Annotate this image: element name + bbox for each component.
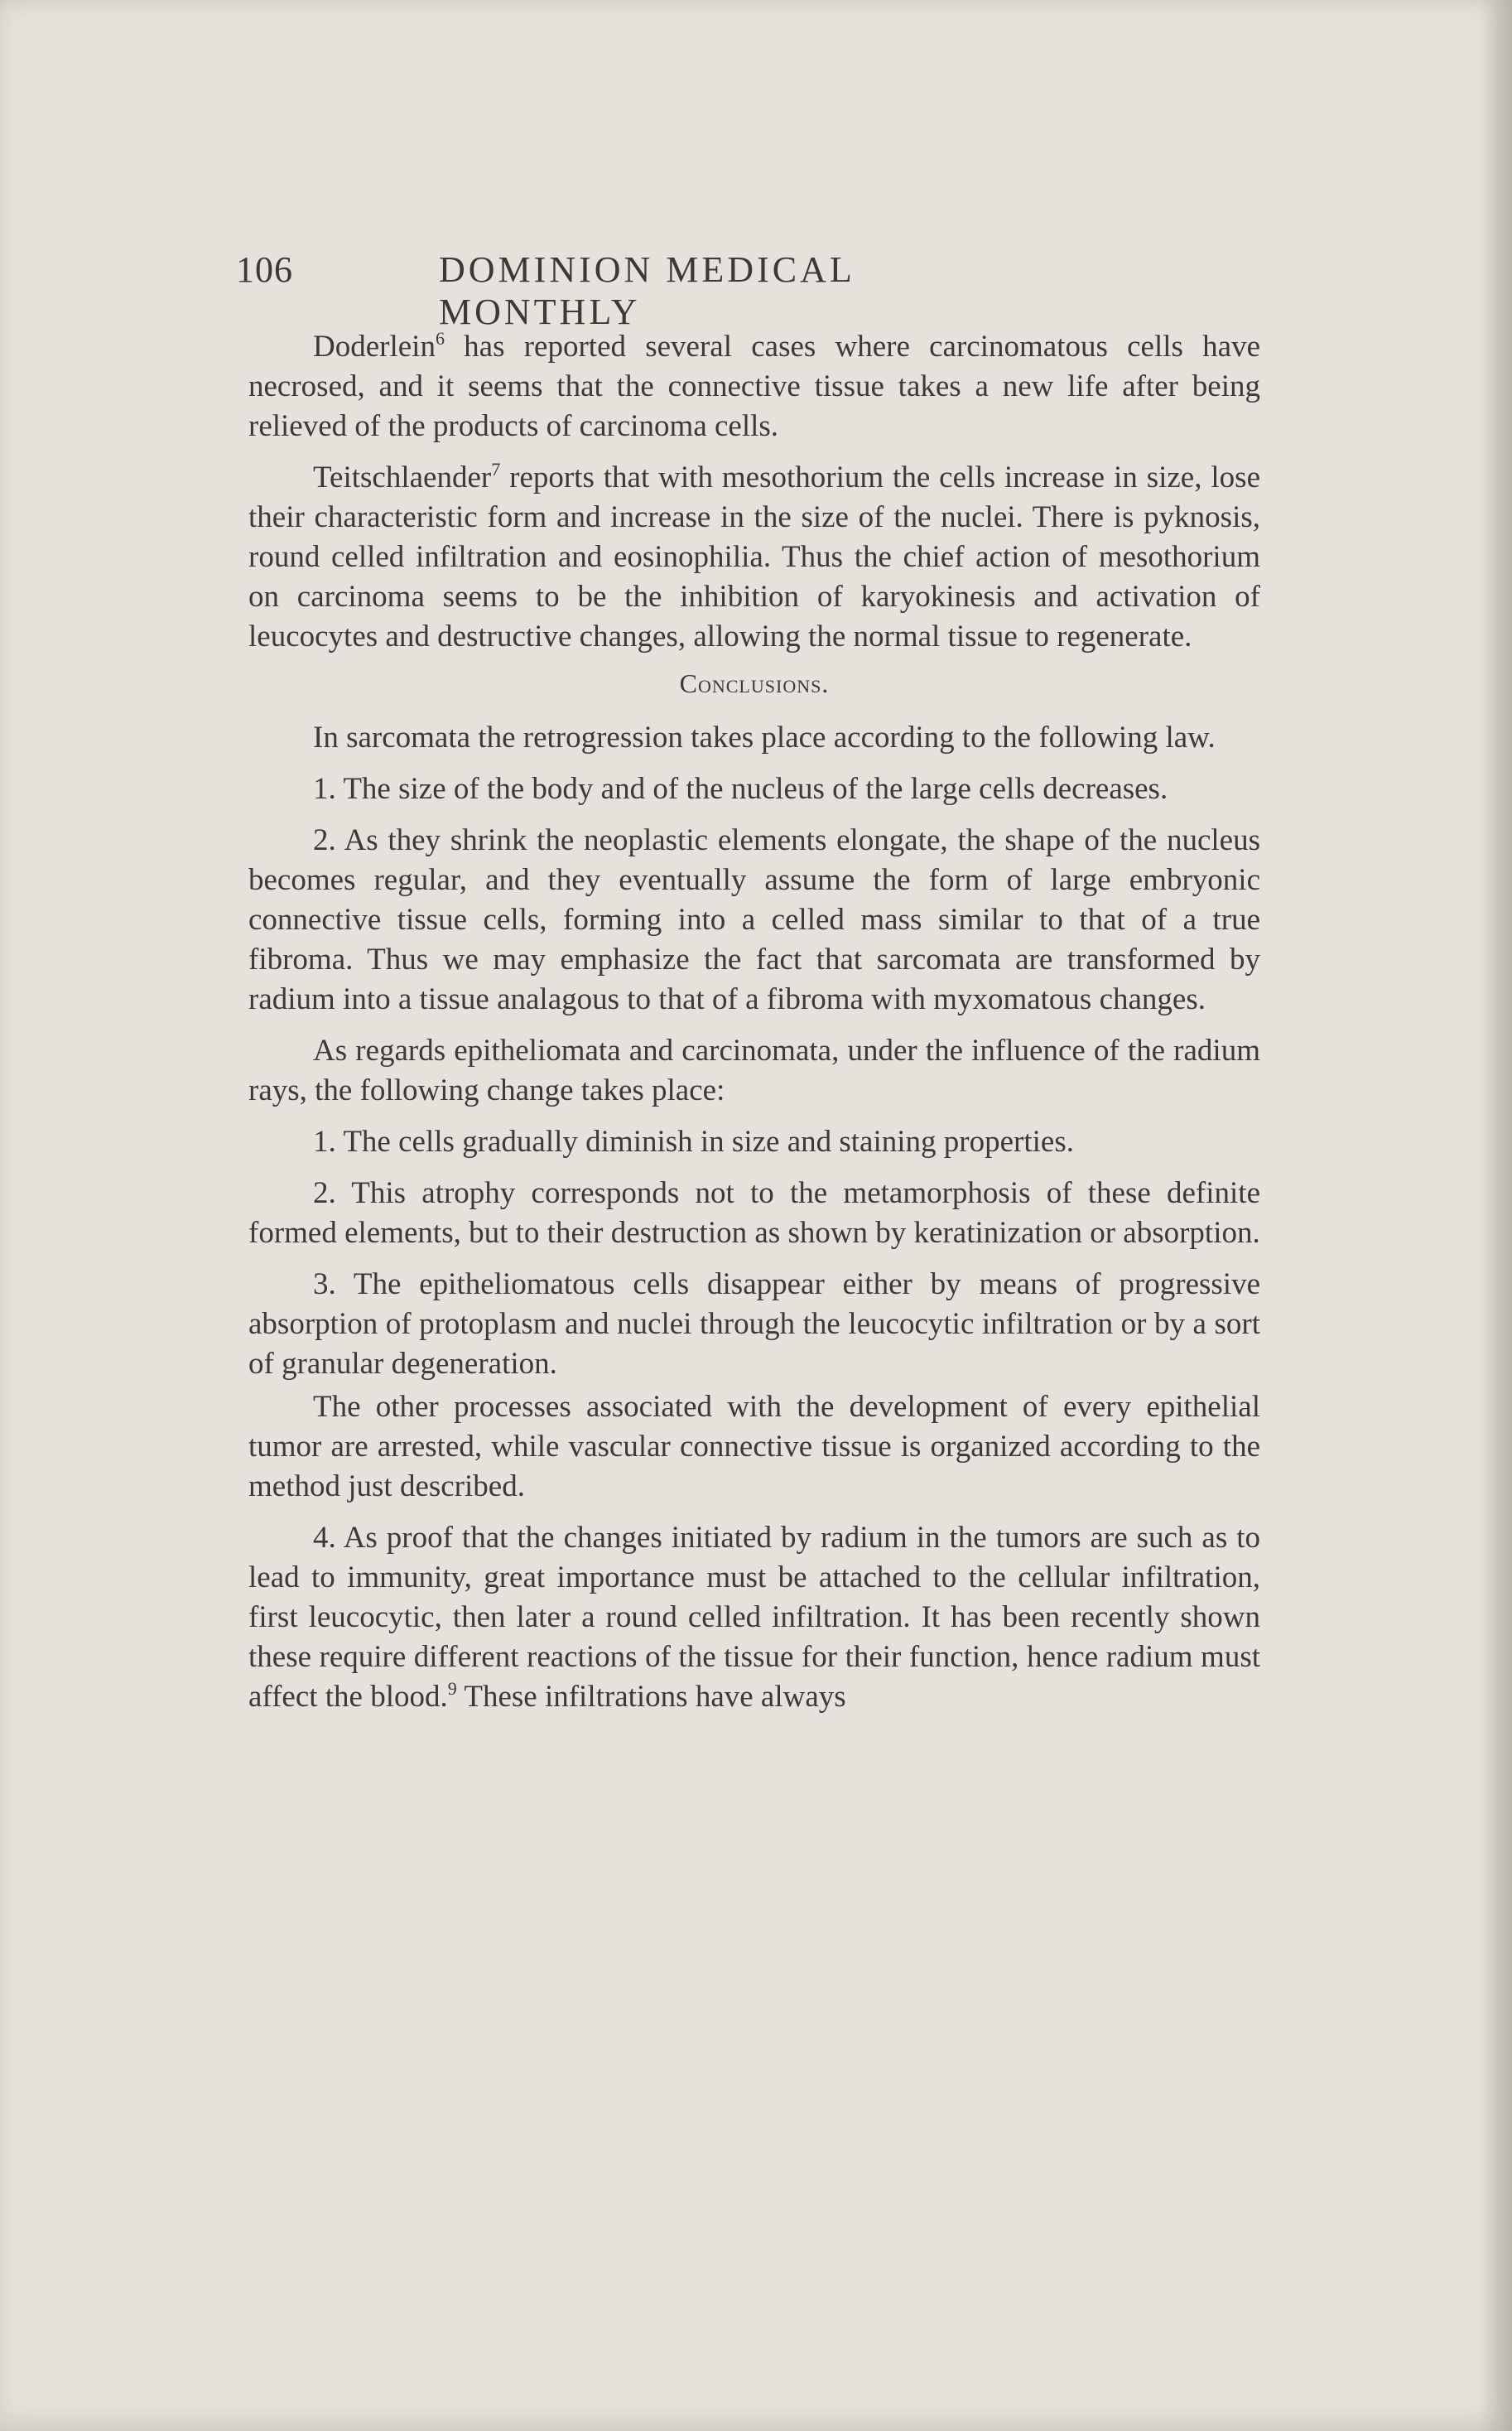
paragraph-epitheliomata-intro: As regards epitheliomata and carcinomata, under the influence of the radium rays, the following change takes place: [248,1034,1260,1107]
article-body [248,327,1260,1720]
paragraph-sarcomata-1: 1. The size of the body and of the nucleus of the large cells decreases. [313,772,1168,806]
footnote-ref: 9 [447,1678,457,1699]
paragraph-sarcomata-2: 2. As they shrink the neoplastic elements elongate, the shape of the nucleus becomes regular, and they eventually assume the form of large embryonic connective tissue cells, forming into a celled mass similar to that of a true fibroma. Thus we may emphasize the fact that sarcomata are transformed by radium into a tissue analagous to that of a fibroma with myxomatous changes. [248,823,1260,1016]
paragraph-doderlein: Doderlein$^6$ has reported several cases where carcinomatous cells have necrosed, and it seems that the connective tissue takes a new life after being relieved of the products of carcinoma cells. [248,328,1260,443]
footnote-ref: 7 [491,459,501,480]
paragraph-epitheliomata-2: 2. This atrophy corresponds not to the metamorphosis of these definite formed elements, but to their destruction as shown by keratinization or absorption. [248,1176,1260,1250]
section-heading-conclusions: Conclusions. [679,668,830,698]
paragraph-epitheliomata-4: 4. As proof that the changes initiated by radium in the tumors are such as to lead to immunity, great importance must be attached to the cellular infiltration, first leucocytic, then later a round celled infiltration. It has been recently shown these require different reactions of the tissue for their function, hence radium must affect the blood.$^9$ These infiltrations have always [248,1521,1260,1714]
running-title: DOMINION MEDICAL MONTHLY [439,249,855,332]
paragraph-teitschlaender: Teitschlaender$^7$ reports that with mesothorium the cells increase in size, lose their characteristic form and increase in the size of the nuclei. There is pyknosis, round celled infiltration and eosinophilia. Thus the chief action of mesothorium on carcinoma seems to be the inhibition of karyokinesis and activation of leucocytes and destructive changes, allowing the normal tissue to regenerate. [248,459,1260,654]
paragraph-other-processes: The other processes associated with the development of every epithelial tumor are arrested, while vascular connective tissue is organized according to the method just described. [248,1390,1260,1503]
paragraph-epitheliomata-3: 3. The epitheliomatous cells disappear either by means of progressive absorption of protoplasm and nuclei through the leucocytic infiltration or by a sort of granular degeneration. [248,1267,1260,1381]
paragraph-epitheliomata-1: 1. The cells gradually diminish in size and staining properties. [313,1125,1074,1159]
page-number: 106 [236,249,293,290]
page-edge-shadow [1479,0,1512,2431]
paragraph-sarcomata-intro: In sarcomata the retrogression takes place according to the following law. [313,721,1216,755]
footnote-ref: 6 [435,328,445,349]
page-header [236,248,1064,332]
